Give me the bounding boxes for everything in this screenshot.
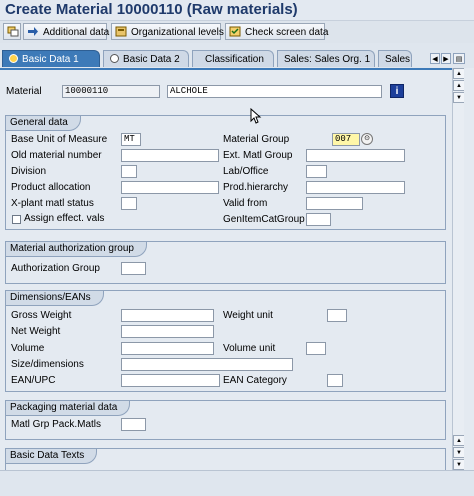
packaging-data-group	[5, 400, 446, 440]
basic-data-texts-group	[5, 448, 446, 472]
gen-item-cat-label: GenItemCatGroup	[223, 214, 305, 225]
authorization-group	[5, 241, 446, 284]
tab-scroll-left-icon[interactable]: ◀	[430, 53, 440, 64]
size-dims-label: Size/dimensions	[11, 359, 84, 370]
window-title: Create Material 10000110 (Raw materials)	[5, 1, 298, 18]
material-group-input[interactable]: 007	[332, 133, 360, 146]
dimensions-eans-group	[5, 290, 446, 392]
assign-effect-label: Assign effect. vals	[24, 213, 105, 224]
xplant-status-label: X-plant matl status	[11, 198, 94, 209]
ean-upc-input[interactable]	[121, 374, 220, 387]
search-help-icon[interactable]: ⊙	[361, 133, 373, 145]
additional-data-label: Additional data	[43, 27, 110, 38]
lab-office-label: Lab/Office	[223, 166, 269, 177]
tab-list-icon[interactable]: ▤	[453, 53, 465, 64]
arrow-right-icon	[27, 26, 39, 37]
tab-sales[interactable]	[378, 50, 412, 67]
material-description-input[interactable]: ALCHOLE	[167, 85, 382, 98]
prod-hierarchy-input[interactable]	[306, 181, 405, 194]
tab-basic-data-1[interactable]	[2, 50, 100, 67]
other-material-button[interactable]	[3, 23, 21, 40]
right-margin	[464, 68, 474, 470]
title-bar	[0, 0, 474, 21]
weight-unit-input[interactable]	[327, 309, 347, 322]
tab-label: Basic Data 1	[22, 54, 79, 65]
tab-label: Sales	[385, 54, 411, 65]
net-weight-label: Net Weight	[11, 326, 61, 337]
tab-strip	[0, 50, 474, 68]
check-screen-icon	[229, 26, 241, 37]
packaging-title: Packaging material data	[6, 401, 130, 416]
xplant-status-input[interactable]	[121, 197, 137, 210]
info-icon[interactable]: i	[390, 84, 404, 98]
valid-from-input[interactable]	[306, 197, 363, 210]
gross-weight-label: Gross Weight	[11, 310, 72, 321]
ean-category-input[interactable]	[327, 374, 343, 387]
volume-unit-input[interactable]	[306, 342, 326, 355]
matl-grp-pack-input[interactable]	[121, 418, 146, 431]
volume-unit-label: Volume unit	[223, 343, 276, 354]
status-icon	[110, 54, 119, 63]
org-levels-icon	[115, 26, 127, 37]
net-weight-input[interactable]	[121, 325, 214, 338]
ean-upc-label: EAN/UPC	[11, 375, 56, 386]
switch-icon	[7, 26, 19, 37]
base-uom-input[interactable]: MT	[121, 133, 141, 146]
division-label: Division	[11, 166, 47, 177]
tab-label: Basic Data 2	[123, 54, 180, 65]
ext-matl-group-label: Ext. Matl Group	[223, 150, 293, 161]
old-material-label: Old material number	[11, 150, 102, 161]
weight-unit-label: Weight unit	[223, 310, 273, 321]
gross-weight-input[interactable]	[121, 309, 214, 322]
scroll-up-bottom-icon[interactable]: ▲	[453, 435, 465, 446]
assign-effect-checkbox[interactable]	[12, 215, 21, 224]
dims-title: Dimensions/EANs	[6, 291, 104, 306]
auth-group-label: Authorization Group	[11, 263, 100, 274]
material-group-label: Material Group	[223, 134, 290, 145]
division-input[interactable]	[121, 165, 137, 178]
check-screen-data-button[interactable]	[225, 23, 329, 40]
gen-item-cat-input[interactable]	[306, 213, 331, 226]
tab-sales-org-1[interactable]	[277, 50, 375, 67]
auth-group-input[interactable]	[121, 262, 146, 275]
old-material-input[interactable]	[121, 149, 219, 162]
status-bar	[0, 470, 474, 496]
tab-classification[interactable]	[192, 50, 274, 67]
org-levels-button[interactable]	[111, 23, 224, 40]
tab-content	[0, 68, 452, 472]
additional-data-button[interactable]	[23, 23, 110, 40]
lab-office-input[interactable]	[306, 165, 327, 178]
base-uom-label: Base Unit of Measure	[11, 134, 108, 145]
auth-group-title: Material authorization group	[6, 242, 147, 257]
matl-grp-pack-label: Matl Grp Pack.Matls	[11, 419, 102, 430]
material-label: Material	[6, 86, 42, 97]
tab-label: Classification	[205, 54, 264, 65]
scroll-end-icon[interactable]: ▼	[453, 459, 465, 470]
check-screen-data-label: Check screen data	[245, 27, 329, 38]
tab-basic-data-2[interactable]	[103, 50, 189, 67]
valid-from-label: Valid from	[223, 198, 268, 209]
mouse-cursor-icon	[250, 108, 262, 124]
material-number-field: 10000110	[62, 85, 160, 98]
volume-input[interactable]	[121, 342, 214, 355]
basic-data-texts-title: Basic Data Texts	[6, 449, 97, 464]
product-allocation-input[interactable]	[121, 181, 219, 194]
ext-matl-group-input[interactable]	[306, 149, 405, 162]
org-levels-label: Organizational levels	[131, 27, 224, 38]
size-dims-input[interactable]	[121, 358, 293, 371]
product-allocation-label: Product allocation	[11, 182, 91, 193]
volume-label: Volume	[11, 343, 45, 354]
general-data-group	[5, 115, 446, 230]
scroll-down-icon[interactable]: ▼	[453, 92, 465, 103]
tab-label: Sales: Sales Org. 1	[284, 54, 371, 65]
prod-hierarchy-label: Prod.hierarchy	[223, 182, 289, 193]
status-icon	[9, 54, 18, 63]
ean-category-label: EAN Category	[223, 375, 287, 386]
scroll-top-icon[interactable]: ▲	[453, 68, 465, 79]
application-toolbar	[0, 21, 474, 43]
scroll-up-icon[interactable]: ▲	[453, 80, 465, 91]
scroll-down-bottom-icon[interactable]: ▼	[453, 447, 465, 458]
general-data-title: General data	[6, 116, 81, 131]
tab-scroll-right-icon[interactable]: ▶	[441, 53, 451, 64]
